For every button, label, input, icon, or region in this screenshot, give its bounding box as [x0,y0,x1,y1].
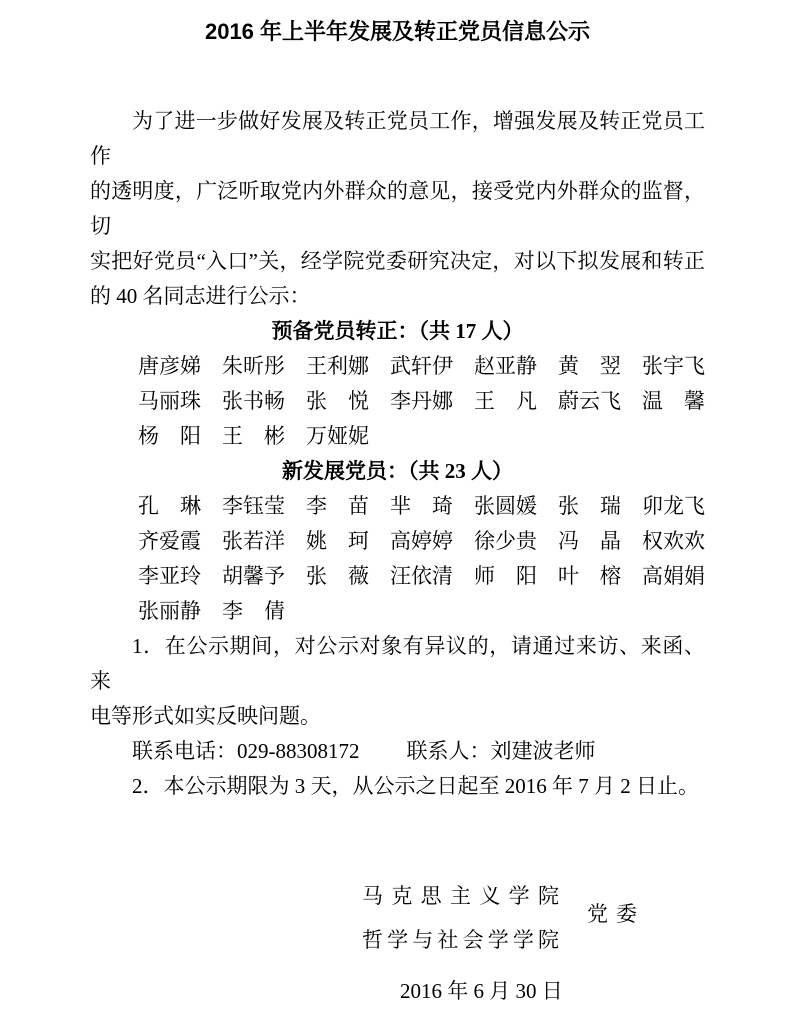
contact-line [90,734,705,769]
contact-person-label: 联系人： [406,739,491,763]
member-name: 胡馨予 [222,564,285,588]
member-name: 张宇飞 [642,354,705,378]
member-name: 汪依清 [390,564,453,588]
member-name: 齐爱霞 [138,529,201,553]
member-name: 张圆媛 [474,494,537,518]
member-name: 张书畅 [222,389,285,413]
member-name: 黄 翌 [558,354,621,378]
member-name: 徐少贵 [474,529,537,553]
probationary-members-list [138,349,730,454]
member-name: 卯龙飞 [642,494,705,518]
member-name: 万娅妮 [306,424,369,448]
member-name: 师 阳 [474,564,537,588]
member-name: 冯 晶 [558,529,621,553]
intro-paragraph [90,104,705,314]
member-name: 权欢欢 [642,529,705,553]
notice-item-2: 2．本公示期限为 3 天，从公示之日起至 2016 年 7 月 2 日止。 [132,774,699,798]
member-name: 李 苗 [306,494,369,518]
member-name: 赵亚静 [474,354,537,378]
member-name: 王利娜 [306,354,369,378]
notice-line: 电等形式如实反映问题。 [90,704,321,728]
member-name: 张丽静 [138,599,201,623]
member-name: 李丹娜 [390,389,453,413]
member-name: 李亚玲 [138,564,201,588]
member-name: 李 倩 [222,599,285,623]
member-name: 高娟娟 [642,564,705,588]
notice-item-1 [90,629,705,734]
signature-org-suffix: 党委 [587,902,645,926]
member-name: 张 薇 [306,564,369,588]
signature-org-line-1: 马克思主义学院 [362,884,559,908]
member-name: 王 彬 [222,424,285,448]
member-name: 朱昕彤 [222,354,285,378]
signature-block [362,874,682,962]
section-heading-new-members: 新发展党员：（共 23 人） [282,459,513,483]
intro-line: 的透明度，广泛听取党内外群众的意见，接受党内外群众的监督，切 [90,179,705,238]
contact-person-name: 刘建波老师 [490,739,596,763]
member-name: 杨 阳 [138,424,201,448]
signature-date: 2016 年 6 月 30 日 [400,979,563,1003]
member-name: 李钰莹 [222,494,285,518]
contact-phone-number: 029-88308172 [237,739,360,763]
section-heading-probationary: 预备党员转正：（共 17 人） [271,319,524,343]
member-name: 高婷婷 [390,529,453,553]
notice-line: 1．在公示期间，对公示对象有异议的，请通过来访、来函、来 [90,634,705,693]
member-name: 温 馨 [642,389,705,413]
member-name: 张若洋 [222,529,285,553]
member-name: 芈 琦 [390,494,453,518]
member-name: 张 悦 [306,389,369,413]
intro-line: 的 40 名同志进行公示： [90,284,311,308]
member-name: 孔 琳 [138,494,201,518]
member-name: 王 凡 [474,389,537,413]
member-name: 马丽珠 [138,389,201,413]
member-name: 武轩伊 [390,354,453,378]
document-title: 2016 年上半年发展及转正党员信息公示 [204,19,591,44]
new-members-list [138,489,730,629]
member-name: 张 瑞 [558,494,621,518]
intro-line: 为了进一步做好发展及转正党员工作，增强发展及转正党员工作 [90,109,705,168]
member-name: 姚 珂 [306,529,369,553]
signature-org-line-2: 哲学与社会学学院 [362,928,559,952]
contact-phone-label: 联系电话： [132,739,237,763]
member-name: 叶 榕 [558,564,621,588]
intro-line: 实把好党员“入口”关，经学院党委研究决定，对以下拟发展和转正 [90,249,705,273]
member-name: 唐彦娣 [138,354,201,378]
member-name: 蔚云飞 [558,389,621,413]
